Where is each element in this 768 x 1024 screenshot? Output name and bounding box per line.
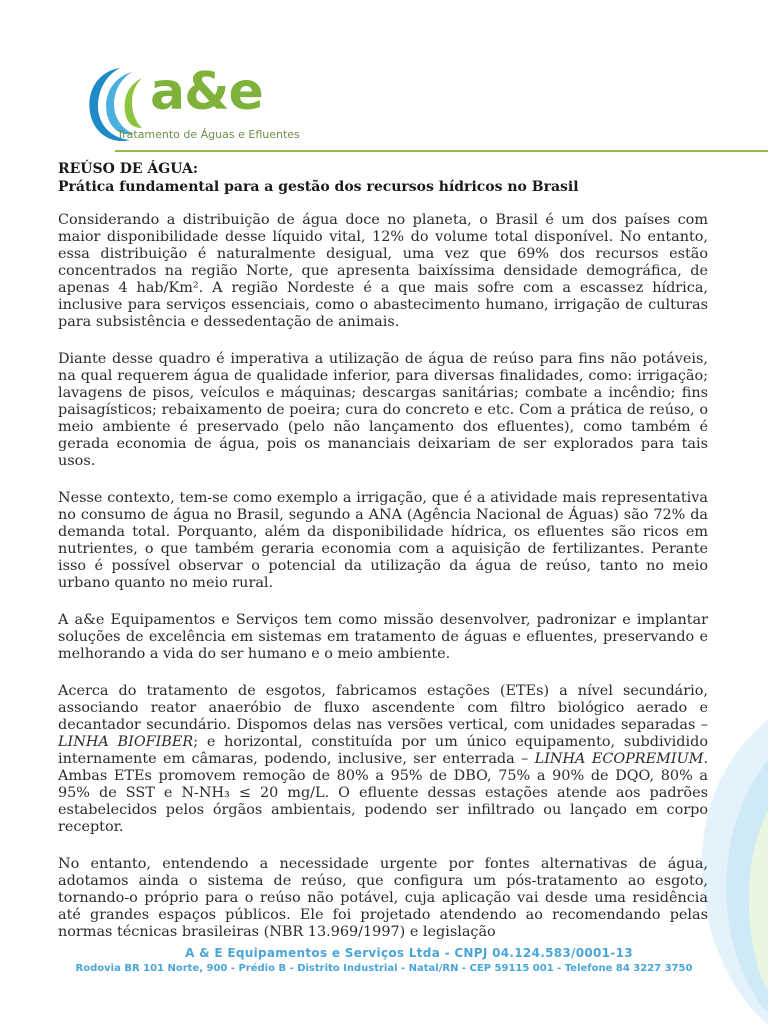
product-line-biofiber: LINHA BIOFIBER [58,734,194,750]
paragraph-1: Considerando a distribuição de água doce no planeta, o Brasil é um dos países com maior disponibilidade desse líquido vital, 12% do volume total disponível. No entanto, essa distribuição é naturalmente desigual, uma vez que 69% dos recursos estão concentrados na região Norte, que apresenta baixíssima densidade demográfica, de apenas 4 hab/Km². A região Nordeste é a que mais sofre com a escassez hídrica, inclusive para serviços essenciais, como o abastecimento humano, irrigação de culturas para subsistência e dessedentação de animais. [58,212,708,330]
title-line-1: REÚSO DE ÁGUA: [58,161,199,177]
paragraph-5-text-1: Acerca do tratamento de esgotos, fabricamos estações (ETEs) a nível secundário, associando reator anaeróbio de fluxo ascendente com filtro biológico aerado e decantador secundário. Dispomos delas nas versões vertical, com unidades separadas – [58,683,708,733]
document-body [58,160,708,941]
paragraph-5-text-3: . Ambas ETEs promovem remoção de 80% a 95% de DBO, 75% a 90% de DQO, 80% a 95% de SST e N-NH₃ ≤ 20 mg/L. O efluente dessas estações atende aos padrões estabelecidos pelos órgãos ambientais, podendo ser infiltrado ou lançado em corpo receptor. [58,751,709,835]
letterhead [0,0,768,160]
header-divider [115,150,768,152]
paragraph-5 [58,683,708,836]
paragraph-2: Diante desse quadro é imperativa a utilização de água de reúso para fins não potáveis, na qual requerem água de qualidade inferior, para diversas finalidades, como: irrigação; lavagens de pisos, veículos e máquinas; descargas sanitárias; combate a incêndio; fins paisagísticos; rebaixamento de poeira; cura do concreto e etc. Com a prática de reúso, o meio ambiente é preservado (pelo não lançamento dos efluentes), como também é gerada economia de água, pois os mananciais deixariam de ser explorados para tais usos. [58,351,708,469]
document-title [58,160,708,196]
footer-address-line: Rodovia BR 101 Norte, 900 - Prédio B - Distrito Industrial - Natal/RN - CEP 59115 001 - Telefone 84 3227 3750 [75,963,693,974]
paragraph-3: Nesse contexto, tem-se como exemplo a irrigação, que é a atividade mais representativa no consumo de água no Brasil, segundo a ANA (Agência Nacional de Águas) são 72% da demanda total. Porquanto, além da disponibilidade hídrica, os efluentes são ricos em nutrientes, o que também geraria economia com a aquisição de fertilizantes. Perante isso é possível observar o potencial da utilização da água de reúso, tanto no meio urbano quanto no meio rural. [58,490,708,591]
footer-company-line: A & E Equipamentos e Serviços Ltda - CNPJ 04.124.583/0001-13 [185,946,633,960]
letterhead-footer [0,946,768,974]
product-line-ecopremium: LINHA ECOPREMIUM [534,751,704,767]
paragraph-5-text-2: ; e horizontal, constituída por um único equipamento, subdividido internamente em câmaras, podendo, inclusive, ser enterrada – [58,734,708,767]
title-line-2: Prática fundamental para a gestão dos recursos hídricos no Brasil [58,179,579,195]
logo-tagline: Tratamento de Águas e Efluentes [117,128,300,141]
paragraph-4: A a&e Equipamentos e Serviços tem como missão desenvolver, padronizar e implantar soluções de excelência em sistemas em tratamento de águas e efluentes, preservando e melhorando a vida do ser humano e o meio ambiente. [58,612,708,662]
logo-text: a&e [150,62,263,122]
paragraph-6: No entanto, entendendo a necessidade urgente por fontes alternativas de água, adotamos ainda o sistema de reúso, que configura um pós-tratamento ao esgoto, tornando-o próprio para o reúso não potável, cuja aplicação vai desde uma residência até grandes espaços públicos. Ele foi projetado atendendo ao recomendando pelas normas técnicas brasileiras (NBR 13.969/1997) e legislação [58,856,708,940]
